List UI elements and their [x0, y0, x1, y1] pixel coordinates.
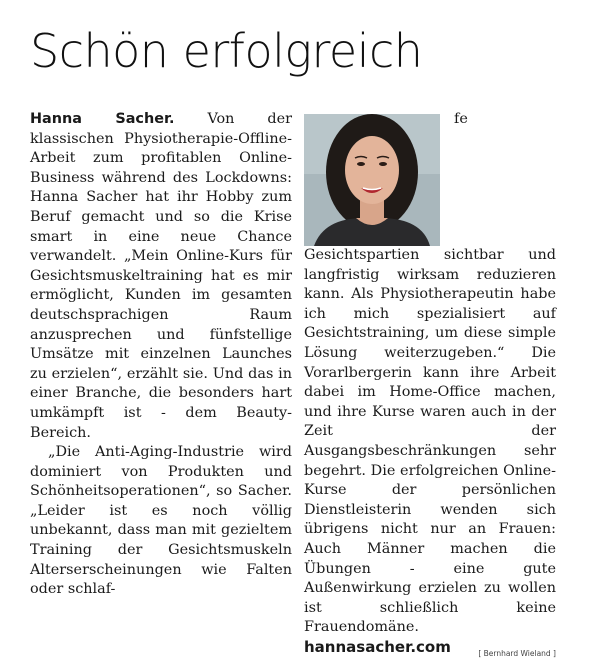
website-link[interactable]: hannasacher.com: [304, 637, 451, 656]
body-paragraph: „Die Anti-Aging-Industrie wird dominiert von Produkten und Schönheitsoperationen“, so Sacher. „Leider ist es noch völlig unbekannt, dass man mit gezieltem Training der Gesichtsmuskeln Alterserscheinungen wie Falten oder schlaf-: [30, 444, 292, 598]
lede-paragraph: [30, 110, 292, 443]
lede-text: Von der klassischen Physiotherapie-Offline-Arbeit zum profitablen Online-Business während des Lockdowns: Hanna Sacher hat ihr Hobby zum Beruf gemacht und so die Krise smart in eine neue Chance verwandelt. „Mein Online-Kurs für Gesichtsmuskeltraining hat es mir ermöglicht, Kunden im gesamten deutschsprachigen Raum anzusprechen und fünfstellige Umsätze mit einzelnen Launches zu erzielen“, erzählt sie. Und das in einer Branche, die besonders hart umkämpft ist - dem Beauty-Bereich.: [30, 111, 293, 441]
portrait-photo: [304, 114, 440, 246]
continued-text: fe Gesichtspartien sichtbar und langfristig wirksam reduzieren kann. Als Physiotherapeutin habe ich mich spezialisiert auf Gesichtstraining, um diese simple Lösung weiterzugeben.“ Die Vorarlbergerin kann ihre Arbeit dabei im Home-Office machen, und ihre Kurse waren auch in der Zeit der Ausgangsbeschränkungen sehr begehrt. Die erfolgreichen Online-Kurse der persönlichen Dienstleisterin wenden sich übrigens nicht nur an Frauen: Auch Männer machen die Übungen - eine gute Außenwirkung erzielen zu wollen ist schließlich keine Frauendomäne.: [304, 111, 556, 636]
lede-name: Hanna Sacher.: [30, 111, 175, 127]
article-column-1: [30, 110, 292, 600]
photo-credit: [ Bernhard Wieland ]: [478, 648, 556, 658]
headline: Schön erfolgreich: [30, 24, 423, 78]
portrait-illustration: [304, 114, 440, 246]
article-column-2: [304, 110, 556, 663]
